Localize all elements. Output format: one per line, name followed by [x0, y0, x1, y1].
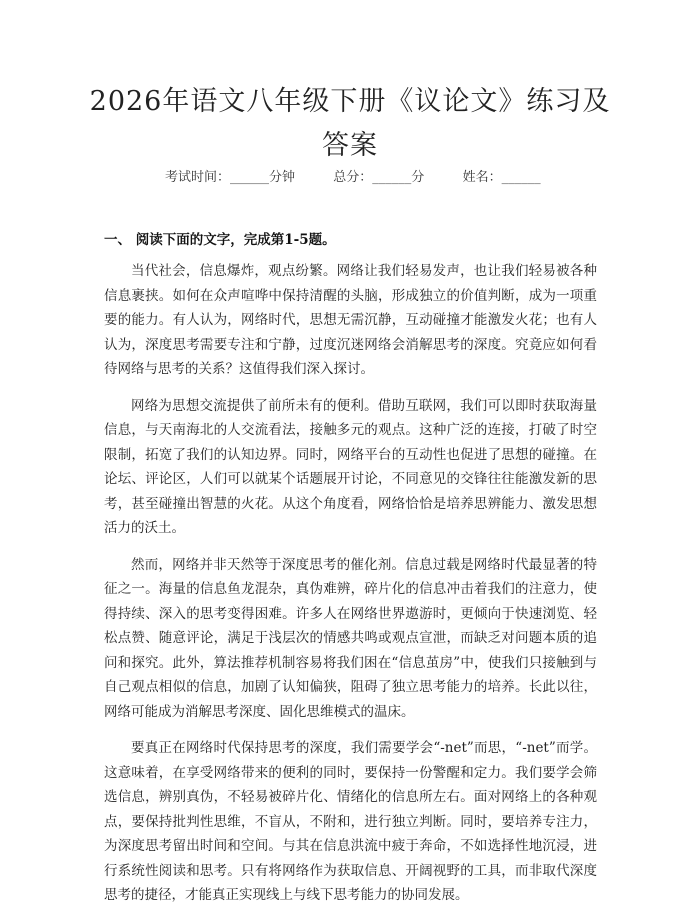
exam-info-row: [165, 169, 605, 187]
passage-paragraph-2: 网络为思想交流提供了前所未有的便利。借助互联网，我们可以即时获取海量信息，与天南海北的人交流看法，接触多元的观点。这种广泛的连接，打破了时空限制，拓宽了我们的认知边界。同时，网络平台的互动性也促进了思想的碰撞。在论坛、评论区，人们可以就某个话题展开讨论，不同意见的交锋往往能激发新的思考，甚至碰撞出智慧的火花。从这个角度看，网络恰恰是培养思辨能力、激发思想活力的沃土。: [104, 397, 597, 536]
student-name-field: 姓名：______: [462, 170, 541, 185]
document-title: 2026年语文八年级下册《议论文》练习及答案: [89, 86, 611, 161]
passage-paragraph-1: 当代社会，信息爆炸，观点纷繁。网络让我们轻易发声，也让我们轻易被各种信息裹挟。如何在众声喧哗中保持清醒的头脑，形成独立的价值判断，成为一项重要的能力。有人认为，网络时代，思想无需沉静，互动碰撞才能激发火花；也有人认为，深度思考需要专注和宁静，过度沉迷网络会消解思考的深度。究竟应如何看待网络与思考的关系？这值得我们深入探讨。: [104, 263, 597, 377]
passage-paragraph-3: 然而，网络并非天然等于深度思考的催化剂。信息过载是网络时代最显著的特征之一。海量的信息鱼龙混杂，真伪难辨，碎片化的信息冲击着我们的注意力，使得持续、深入的思考变得困难。许多人在网络世界遨游时，更倾向于快速浏览、轻松点赞、随意评论，满足于浅层次的情感共鸣或观点宣泄，而缺乏对问题本质的追问和探究。此外，算法推荐机制容易将我们困在“信息茧房”中，使我们只接触到与自己观点相似的信息，加剧了认知偏狭，阻碍了独立思考能力的培养。长此以往，网络可能成为消解思考深度、固化思维模式的温床。: [104, 556, 597, 720]
exam-time-field: 考试时间：______分钟: [165, 170, 296, 185]
total-score-field: 总分：______分: [333, 170, 425, 185]
passage-paragraph-4: 要真正在网络时代保持思考的深度，我们需要学会“-net”而思，“-net”而学。这意味着，在享受网络带来的便利的同时，要保持一份警醒和定力。我们要学会筛选信息，辨别真伪，不轻易被碎片化、情绪化的信息所左右。面对网络上的各种观点，要保持批判性思维，不盲从，不附和，进行独立判断。同时，要培养专注力，为深度思考留出时间和空间。与其在信息洪流中疲于奔命，不如选择性地沉浸，进行系统性阅读和思考。只有将网络作为获取信息、开阔视野的工具，而非取代深度思考的捷径，才能真正实现线上与线下思考能力的协同发展。: [104, 740, 597, 903]
reading-passage: [104, 259, 597, 908]
section-heading: 一、 阅读下面的文字，完成第1-5题。: [104, 232, 336, 248]
